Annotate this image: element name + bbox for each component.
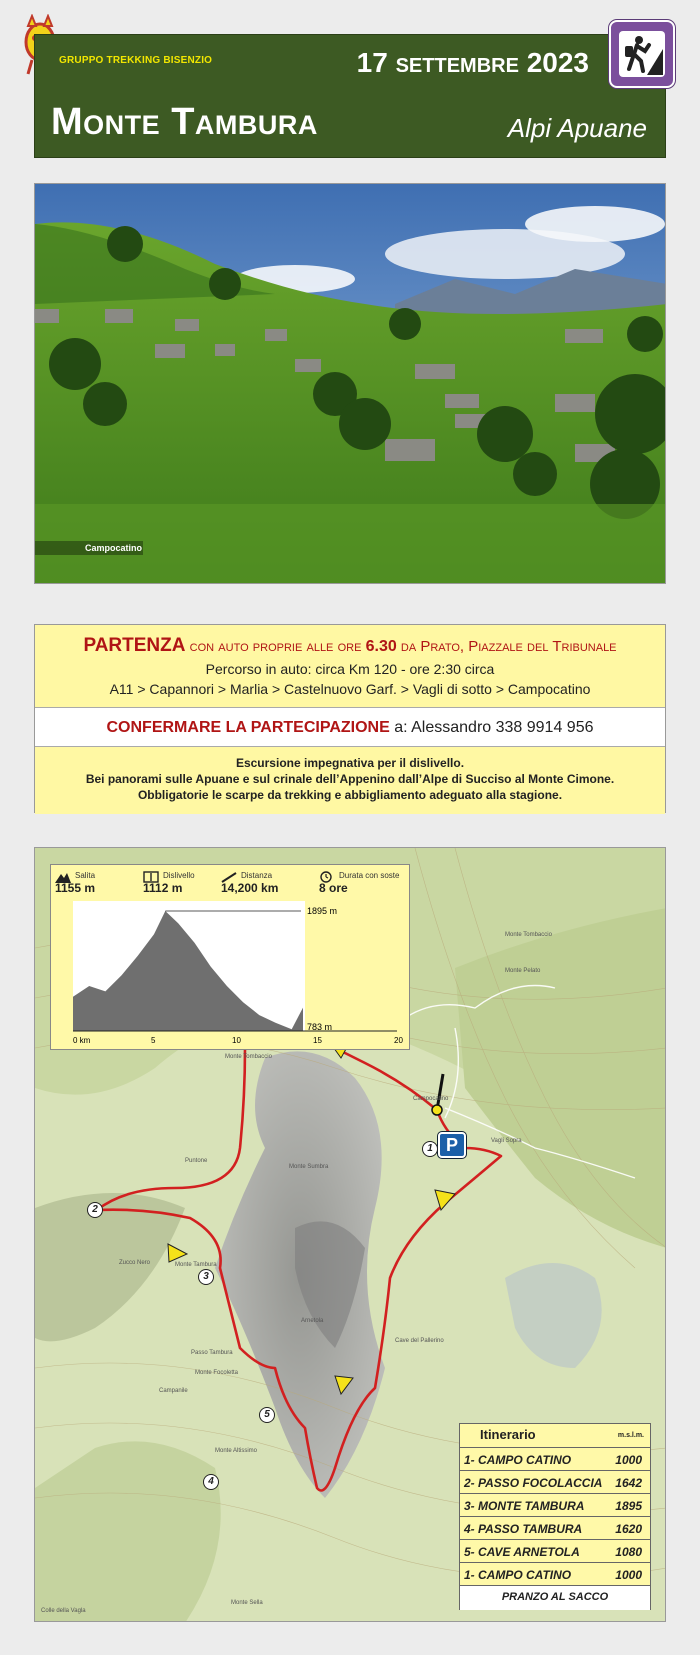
- x-tick-label: 10: [232, 1036, 241, 1045]
- hiking-icon: [609, 20, 675, 88]
- departure-line: PARTENZA con auto proprie alle ore 6.30 da Prato, Piazzale del Tribunale: [83, 635, 617, 656]
- info-box: [34, 624, 666, 813]
- map-place-label: Colle della Vagla: [41, 1608, 86, 1614]
- stop-name: 4- PASSO TAMBURA: [464, 1522, 583, 1536]
- event-title: Monte Tambura: [51, 101, 318, 143]
- map-place-label: Campanile: [159, 1388, 188, 1394]
- itinerary-row: [460, 1540, 650, 1563]
- route-summary: Percorso in auto: circa Km 120 - ore 2:30 circa: [205, 661, 495, 677]
- stop-name: 2- PASSO FOCOLACCIA: [464, 1476, 603, 1490]
- stat-label: Durata con soste: [339, 871, 400, 880]
- header-banner: [34, 34, 666, 158]
- itinerary-header: [460, 1424, 650, 1448]
- stop-altitude: 1000: [615, 1568, 642, 1582]
- elevation-chart: [51, 895, 411, 1051]
- departure-location: Piazzale del Tribunale: [468, 638, 617, 655]
- event-date: 17 settembre 2023: [356, 47, 589, 78]
- map-place-label: Passo Tambura: [191, 1350, 233, 1356]
- stop-altitude: 1642: [615, 1476, 642, 1490]
- event-area: Alpi Apuane: [507, 113, 647, 143]
- departure-text: con auto proprie alle: [189, 638, 334, 655]
- stat-label: Distanza: [241, 871, 273, 880]
- departure-section: [35, 625, 665, 707]
- group-name: GRUPPO TREKKING BISENZIO: [59, 55, 213, 66]
- waypoint-marker: 3: [198, 1269, 214, 1285]
- confirm-label: CONFERMARE LA PARTECIPAZIONE: [106, 719, 390, 736]
- map-place-label: Puntone: [185, 1158, 208, 1164]
- departure-time: 6.30: [365, 638, 397, 655]
- itinerary-row: [460, 1471, 650, 1494]
- stop-altitude: 1000: [615, 1453, 642, 1467]
- x-tick-label: 20: [394, 1036, 403, 1045]
- map-place-label: Monte Altissimo: [215, 1448, 258, 1454]
- itinerary-title: Itinerario: [480, 1427, 536, 1442]
- stop-name: 1- CAMPO CATINO: [464, 1453, 572, 1467]
- waypoint-marker: 1: [422, 1141, 438, 1157]
- stat-label: Dislivello: [163, 871, 195, 880]
- waypoint-marker: 2: [87, 1202, 103, 1218]
- max-elevation-label: 1895 m: [307, 906, 338, 916]
- stat-value: 8 ore: [319, 881, 348, 895]
- notes-section: [35, 747, 665, 814]
- confirm-section: [35, 707, 665, 747]
- map-place-label: Monte Sella: [231, 1600, 263, 1606]
- map-place-label: Cave del Pallerino: [395, 1338, 444, 1344]
- itinerary-unit: m.s.l.m.: [617, 1432, 644, 1439]
- elevation-profile: [50, 864, 410, 1050]
- itinerary-row: [460, 1494, 650, 1517]
- departure-place: Prato: [420, 638, 460, 655]
- route-map: [34, 847, 666, 1622]
- note-line: Obbligatorie le scarpe da trekking e abbigliamento adeguato alla stagione.: [137, 788, 563, 802]
- map-place-label: Arnetola: [301, 1318, 324, 1324]
- stat-value: 1112 m: [143, 881, 183, 895]
- map-place-label: Monte Focoletta: [195, 1370, 239, 1376]
- map-place-label: Monte Tombaccio: [505, 932, 552, 938]
- itinerary-footer: PRANZO AL SACCO: [460, 1586, 650, 1610]
- itinerary-row: [460, 1563, 650, 1586]
- x-tick-label: 5: [151, 1036, 156, 1045]
- parking-icon: P: [438, 1132, 466, 1158]
- stat-value: 1155 m: [55, 881, 96, 895]
- stop-name: 3- MONTE TAMBURA: [464, 1499, 585, 1513]
- stop-altitude: 1620: [615, 1522, 642, 1536]
- map-place-label: Monte Sumbra: [289, 1164, 329, 1170]
- departure-from: da: [400, 638, 417, 655]
- departure-word: PARTENZA: [83, 635, 186, 656]
- note-line: Escursione impegnativa per il dislivello.: [235, 756, 465, 770]
- departure-time-prefix: ore: [337, 638, 362, 655]
- map-place-label: Vagli Sopra: [491, 1138, 522, 1144]
- confirm-contact: a: Alessandro 338 9914 956: [394, 719, 594, 736]
- map-place-label: Monte Tombaccio: [225, 1054, 272, 1060]
- itinerary-row: [460, 1517, 650, 1540]
- itinerary-row: [460, 1448, 650, 1471]
- stat-value: 14,200 km: [221, 881, 279, 895]
- x-tick-label: 0 km: [73, 1036, 91, 1045]
- x-tick-label: 15: [313, 1036, 322, 1045]
- waypoint-marker-4: 4: [203, 1474, 219, 1490]
- stat-label: Salita: [75, 871, 96, 880]
- stop-altitude: 1895: [615, 1499, 642, 1513]
- map-place-label: Zucco Nero: [119, 1260, 151, 1266]
- photo-caption: Campocatino: [85, 543, 143, 553]
- map-place-label: Monte Tambura: [175, 1262, 217, 1268]
- itinerary-table: [459, 1423, 651, 1610]
- min-elevation-label: 783 m: [307, 1022, 333, 1032]
- stop-altitude: 1080: [615, 1545, 642, 1559]
- landscape-photo: [34, 183, 666, 584]
- waypoint-marker-5: 5: [259, 1407, 275, 1423]
- route-directions: A11 > Capannori > Marlia > Castelnuovo Garf. > Vagli di sotto > Campocatino: [109, 681, 591, 697]
- stop-name: 1- CAMPO CATINO: [464, 1568, 572, 1582]
- map-place-label: Monte Pelato: [505, 968, 541, 974]
- map-place-label: Campocatino: [413, 1096, 449, 1102]
- note-line: Bei panorami sulle Apuane e sul crinale dell’Appenino dall’Alpe di Succiso al Monte Cimone.: [85, 772, 615, 786]
- stop-name: 5- CAVE ARNETOLA: [464, 1545, 580, 1559]
